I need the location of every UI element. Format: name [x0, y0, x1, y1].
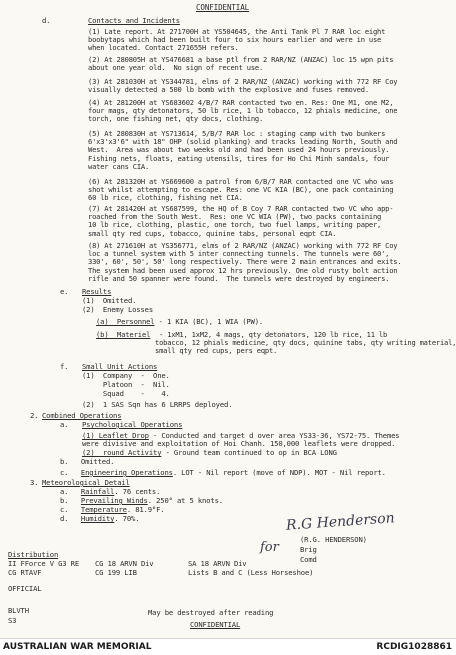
distribution-col1-row4: OFFICIAL: [8, 584, 42, 593]
section-d-title: Contacts and Incidents: [88, 16, 180, 25]
distribution-col3-row1: SA 18 ARVN Div: [188, 559, 247, 568]
engineering-line: [60, 469, 386, 477]
archive-name: AUSTRALIAN WAR MEMORIAL: [3, 642, 152, 652]
section-f-title: Small Unit Actions: [82, 362, 158, 371]
rainfall-label: Rainfall: [80, 487, 115, 496]
section-3-title: Meteorological Detail: [42, 478, 130, 487]
incident-2: (2) At 280805H at YS476681 a base ptl from 2 RAR/NZ (ANZAC) loc 15 wpn pits about one year old. No sign of recent use.: [88, 55, 394, 73]
rainfall-value: . 76 cents.: [114, 487, 161, 496]
materiel-text: - 1xM1, 1xM2, 4 mags, qty detonators, 120 lb rice, 11 lb tobacco, 12 phials medicine, qty docs, quinine tabs, qty writing material, small qty red cups, pers eqpt.: [155, 330, 456, 356]
engineering-marker: c.: [60, 468, 69, 477]
sua-item-2: (2) 1 SAS Sqn has 6 LRRPS deployed.: [82, 400, 233, 409]
winds-value: . 250° at 5 knots.: [147, 496, 223, 505]
humidity-line: d. Humidity. 70%.: [60, 514, 140, 523]
ground-text: - Ground team continued to op in BCA LONG: [161, 448, 337, 457]
signatory-appointment: Comd: [300, 555, 317, 564]
section-3-marker: 3.: [30, 478, 39, 487]
signature-scrawl: R.G Henderson: [285, 510, 396, 534]
leaflet-line: [82, 432, 399, 449]
incident-7: (7) At 281420H at YS687599, the HQ of B Coy 7 RAR contacted two VC who app- roached from the South West. Res: one VC WIA (PW), two packs containing 10 lb rice, clothing, plastic, one torch, two fuel lamps, writing paper, small qty red cups, tobacco, quinine tabs, personal eqpt CIA.: [88, 204, 394, 238]
incident-6: (6) At 281320H at YS669600 a patrol from 6/B/7 RAR contacted one VC who was shot whilst attempting to escape. Res: one VC KIA (BC), one pack containing 60 lb rice, clothing, fishing net CIA.: [88, 177, 394, 203]
section-e-title: Results: [82, 287, 112, 296]
winds-line: b. Prevailing Winds. 250° at 5 knots.: [60, 496, 223, 505]
incident-3: (3) At 281030H at YS344781, elms of 2 RAR/NZ (ANZAC) working with 772 RF Coy visually detected a 500 lb bomb with the explosive and fuses removed.: [88, 77, 398, 95]
distribution-col1-row2: CG RTAVF: [8, 568, 42, 577]
signature-for: for: [260, 540, 279, 555]
section-e-marker: e.: [60, 287, 69, 296]
results-item-2: (2) Enemy Losses: [82, 305, 154, 314]
personnel-line: [96, 318, 263, 326]
reference-code-1: BLVTH: [8, 606, 29, 615]
classification-header: CONFIDENTIAL: [196, 3, 250, 12]
signatory-name: (R.G. HENDERSON): [300, 535, 367, 544]
engineering-text: . LOT - Nil report (move of NDP). MOT - Nil report.: [172, 468, 386, 477]
temperature-label: Temperature: [80, 505, 127, 514]
winds-label: Prevailing Winds: [80, 496, 148, 505]
leaflet-text: - Conducted and target d over area YS33-36, YS72-75. Themes were divisive and exploitation of Hoi Chanh. 150,000 leaflets were dropped.: [82, 431, 400, 449]
archive-footer-bar: [0, 638, 456, 655]
distribution-col3-row2: Lists B and C (Less Horseshoe): [188, 568, 314, 577]
engineering-label: Engineering Operations: [80, 468, 173, 477]
incident-4: (4) At 281200H at YS683602 4/B/7 RAR contacted two en. Res: One M1, one M2, four mags, qty detonators, 50 lb rice, 1 lb tobacco, 12 phials medicine, one torch, one fishing net, qty docs, clothing.: [88, 98, 398, 124]
incident-5: (5) At 280830H at YS713614, 5/B/7 RAR loc : staging camp with two bunkers 6'x3'x3'6" with 18" OHP (solid planking) and tracks leading North, South and West. Area was about two weeks old and had been used 24 hours previously. Fishing nets, floats, eating utensils, tires for Ho Chi Minh sandals, four water cans CIA.: [88, 129, 398, 171]
section-d-marker: d.: [42, 16, 51, 25]
rainfall-line: a. Rainfall. 76 cents.: [60, 487, 161, 496]
personnel-text: - 1 KIA (BC), 1 WIA (PW).: [154, 317, 264, 326]
psyops-title: Psychological Operations: [82, 420, 183, 429]
distribution-col2-row2: CG 199 LIB: [95, 568, 137, 577]
personnel-label: (a) Personnel: [96, 317, 155, 326]
sua-row-platoon: Platoon - Nil.: [82, 380, 170, 389]
temperature-value: . 81.9°F.: [126, 505, 165, 514]
distribution-col2-row1: CG 18 ARVN Div: [95, 559, 154, 568]
incident-1: (1) Late report. At 271700H at YS504645, the Anti Tank Pl 7 RAR loc eight boobytaps which had been built four to six hours earlier and were in use when located. Contact 271655H refers.: [88, 27, 386, 53]
ground-label: (2) round Activity: [82, 448, 162, 457]
section-2-marker: 2.: [30, 411, 39, 420]
section-2-title: Combined Operations: [42, 411, 122, 420]
destroy-note: May be destroyed after reading: [148, 608, 274, 617]
distribution-col1-row1: II FForce V G3 RE: [8, 559, 80, 568]
humidity-value: . 70%.: [114, 514, 140, 523]
section-2b: b. Omitted.: [60, 457, 115, 466]
humidity-label: Humidity: [80, 514, 115, 523]
reference-code-2: S3: [8, 616, 17, 625]
temperature-line: c. Temperature. 81.9°F.: [60, 505, 165, 514]
results-item-1: (1) Omitted.: [82, 296, 137, 305]
leaflet-label: (1) Leaflet Drop: [82, 431, 149, 440]
signatory-rank: Brig: [300, 545, 317, 554]
materiel-label: (b) Materiel: [96, 330, 151, 339]
ground-line: [82, 449, 337, 457]
classification-footer: CONFIDENTIAL: [190, 620, 241, 629]
incident-8: (8) At 271610H at YS356771, elms of 2 RAR/NZ (ANZAC) working with 772 RF Coy loc a tunnel system with 5 inter connecting tunnels. The tunnels were 60', 330', 60', 50', 50' long respectively. There were 2 main entrances and exits. The system had been used approx 12 hrs previously. One old rusty bolt action rifle and 50 spanner were found. The tunnels were destroyed by engineers.: [88, 241, 402, 283]
sua-row-squad: Squad - 4.: [82, 389, 170, 398]
section-f-marker: f.: [60, 362, 69, 371]
distribution-title: Distribution: [8, 550, 59, 559]
archive-record-id: RCDIG1028861: [376, 642, 452, 652]
sua-row-company: (1) Company - One.: [82, 371, 170, 380]
psyops-marker: a.: [60, 420, 69, 429]
